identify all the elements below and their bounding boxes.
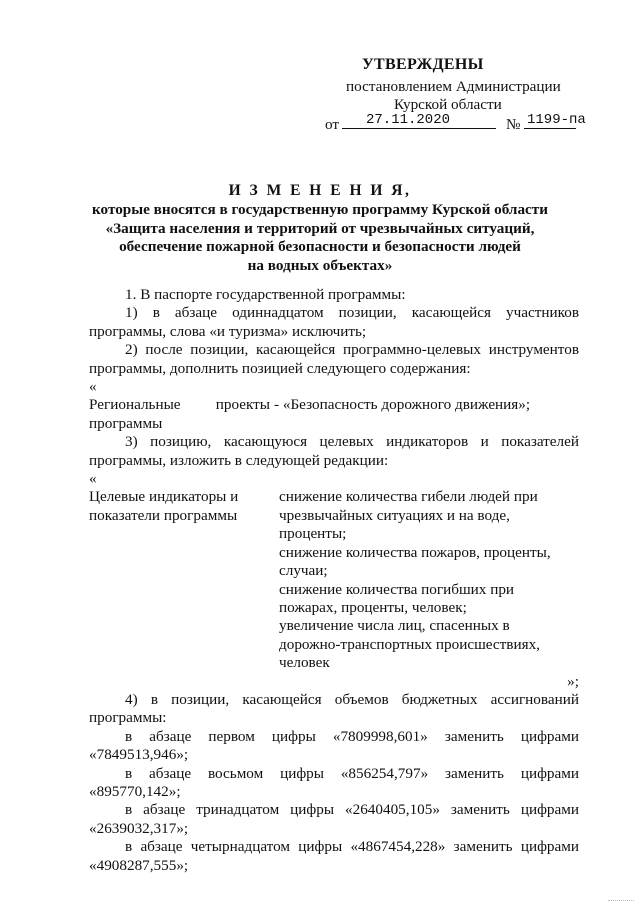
paragraph-2-rest: «895770,142»; (89, 782, 181, 800)
item-3-first-line: 3) позицию, касающуюся целевых индикаторов и показателей (125, 433, 579, 451)
heading-line: «Защита населения и территорий от чрезвычайных ситуаций, (105, 219, 535, 237)
indicator-line: снижение количества пожаров, проценты, (279, 543, 551, 561)
indicator-line: снижение количества погибших при (279, 580, 515, 598)
paragraph-4-rest: «4908287,555»; (89, 856, 189, 874)
heading-title: И З М Е Н Е Н И Я, (228, 182, 412, 199)
indicators-label-line: Целевые индикаторы и (89, 488, 239, 506)
approval-number-sign: № (506, 116, 521, 133)
approval-number: 1199-па (527, 112, 586, 128)
number-underline (524, 128, 576, 129)
indicator-line: случаи; (279, 562, 328, 580)
regional-projects-row (89, 396, 579, 414)
indicator-line: пожарах, проценты, человек; (279, 598, 467, 616)
indicator-line: увеличение числа лиц, спасенных в (279, 617, 510, 635)
open-quote: « (89, 470, 97, 488)
approval-title: УТВЕРЖДЕНЫ (362, 56, 484, 73)
indicator-line: дорожно-транспортных происшествиях, (279, 635, 540, 653)
indicator-line: снижение количества гибели людей при (279, 488, 538, 506)
indicators-label (89, 488, 279, 672)
open-quote: « (89, 378, 97, 396)
indicators-table (89, 488, 579, 672)
approval-line-2: Курской области (394, 96, 502, 113)
paragraph-1-first-line: в абзаце первом цифры «7809998,601» заменить цифрами (125, 727, 579, 745)
indicators-label-line: показатели программы (89, 506, 238, 524)
regional-label-word: проекты (215, 396, 270, 414)
approval-line-1: постановлением Администрации (346, 78, 561, 95)
item-2-first-line: 2) после позиции, касающейся программно-целевых инструментов (125, 341, 579, 359)
regional-label-word: Региональные (89, 396, 181, 414)
regional-label-word: программы (89, 414, 163, 432)
document-heading (60, 180, 580, 275)
document-body (89, 286, 579, 875)
item-1-rest: программы, слова «и туризма» исключить; (89, 322, 367, 340)
scan-artifact (608, 896, 634, 901)
section-1-heading: 1. В паспорте государственной программы: (125, 286, 406, 303)
item-2-rest: программы, дополнить позицией следующего содержания: (89, 359, 471, 377)
item-4-rest: программы: (89, 709, 167, 727)
close-quote: »; (567, 672, 579, 690)
paragraph-4-first-line: в абзаце четырнадцатом цифры «4867454,228» заменить цифрами (125, 838, 579, 856)
indicator-line: человек (279, 654, 330, 672)
heading-line: обеспечение пожарной безопасности и безопасности людей (119, 238, 521, 255)
approval-from-label: от (325, 116, 340, 133)
paragraph-2-first-line: в абзаце восьмом цифры «856254,797» заменить цифрами (125, 764, 579, 782)
indicators-values (279, 488, 579, 672)
date-underline (342, 128, 496, 129)
item-3-rest: программы, изложить в следующей редакции: (89, 451, 389, 469)
approval-date: 27.11.2020 (366, 112, 451, 128)
item-4-first-line: 4) в позиции, касающейся объемов бюджетных ассигнований (125, 690, 579, 708)
heading-line: которые вносятся в государственную программу Курской области (92, 201, 548, 218)
paragraph-3-rest: «2639032,317»; (89, 819, 189, 837)
indicator-line: чрезвычайных ситуациях и на воде, (279, 506, 510, 524)
paragraph-3-first-line: в абзаце тринадцатом цифры «2640405,105» заменить цифрами (125, 801, 579, 819)
paragraph-1-rest: «7849513,946»; (89, 746, 189, 764)
heading-line: на водных объектах» (247, 256, 393, 274)
regional-projects-value: - «Безопасность дорожного движения»; (274, 396, 531, 414)
indicator-line: проценты; (279, 525, 347, 543)
item-1-first-line: 1) в абзаце одиннадцатом позиции, касающейся участников (125, 304, 579, 322)
